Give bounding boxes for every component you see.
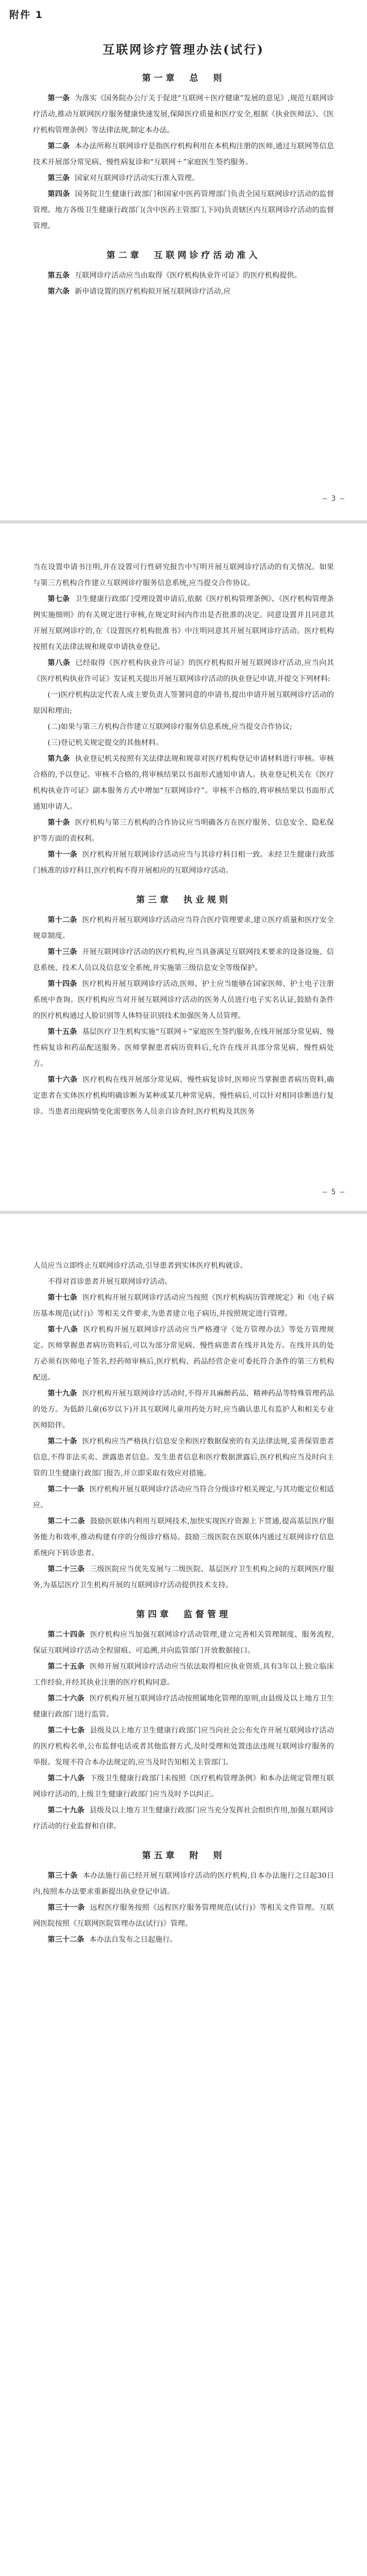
article-text: 基层医疗卫生机构实施“互联网＋”家庭医生签约服务,在线开展部分常见病、慢性病复诊和药品配送服务。医师掌握患者病历资料后,允许在线开具部分常见病、慢性病处方。 [33, 1028, 334, 1068]
article-number: 第三十一条 [47, 1904, 85, 1912]
article-number: 第六条 [47, 287, 70, 296]
article-text: 医疗机构开展互联网诊疗活动,医师、护士应当能够在国家医师、护士电子注册系统中查询。医疗机构应当对开展互联网诊疗活动的医务人员进行电子实名认证,鼓励有条件的医疗机构通过人脸识别等人体特征识别技术加强医务人员管理。 [33, 980, 334, 1020]
article-number: 第十四条 [47, 980, 77, 988]
article [33, 1434, 334, 1482]
article-number: 第一条 [47, 94, 70, 103]
article [33, 1691, 334, 1723]
article-text: 国家对互联网诊疗活动实行准入管理。 [74, 174, 199, 182]
article [33, 912, 334, 944]
article-text: 县级及以上地方卫生健康行政部门应当向社会公布允许开展互联网诊疗活动的医疗机构名单,公布监督电话或者其他监督方式,及时受理和处置违法违规互联网诊疗服务的举报。发现不符合本办法规定的,应当及时告知相关主管部门。 [33, 1726, 334, 1767]
article-text: 本办法所称互联网诊疗是指医疗机构利用在本机构注册的医师,通过互联网等信息技术开展部分常见病、慢性病复诊和“互联网＋”家庭医生签约服务。 [33, 142, 334, 166]
article-number: 第二十条 [47, 1437, 77, 1446]
article [33, 1659, 334, 1691]
article-text: 医疗机构应当加强互联网诊疗活动管理,建立完善相关管理制度、服务流程,保证互联网诊疗活动全程留痕、可追溯,并向监管部门开放数据接口。 [33, 1631, 334, 1655]
article-number: 第二十四条 [47, 1631, 85, 1639]
article-text: 已经取得《医疗机构执业许可证》的医疗机构拟开展互联网诊疗活动,应当向其《医疗机构执业许可证》发证机关提出开展互联网诊疗活动的执业登记申请,并提交下列材料: [33, 659, 334, 683]
article [33, 1482, 334, 1514]
article-text: 为落实《国务院办公厅关于促进“互联网＋医疗健康”发展的意见》,规范互联网诊疗活动,推动互联网医疗服务健康快速发展,保障医疗质量和医疗安全,根据《执业医师法》、《医疗机构管理条例》等法律法规,制定本办法。 [33, 94, 334, 134]
article-number: 第十七条 [47, 1294, 77, 1302]
article [33, 284, 334, 300]
article-text: 医疗机构开展互联网诊疗活动应当符合医疗管理要求,建立医疗质量和医疗安全规章制度。 [33, 916, 334, 940]
article [33, 815, 334, 847]
article-number: 第四条 [47, 190, 70, 198]
document-title: 互联网诊疗管理办法(试行) [103, 43, 264, 57]
article-number: 第二十三条 [47, 1565, 85, 1573]
article-number: 第十二条 [47, 916, 77, 924]
page-number: — 3 — [322, 495, 344, 503]
article [33, 1562, 334, 1594]
article-text: 医疗机构应当严格执行信息安全和医疗数据保密的有关法律法规,妥善保管患者信息,不得非法买卖、泄露患者信息。发生患者信息和医疗数据泄露后,医疗机构应当及时向主管的卫生健康行政部门报告,并立即采取有效应对措施。 [33, 1437, 334, 1478]
article-number: 第十条 [47, 819, 70, 827]
article-number: 第二十八条 [47, 1774, 85, 1783]
article [33, 1627, 334, 1659]
chapter-heading: 第四章 监督管理 [136, 1609, 231, 1620]
attachment-label: 附件 1 [9, 9, 43, 21]
article [33, 1290, 334, 1322]
article [33, 751, 334, 815]
article [33, 655, 334, 687]
paragraph-continuation: 人员应当立即终止互联网诊疗活动,引导患者到实体医疗机构就诊。 [33, 1262, 247, 1270]
article-number: 第二十五条 [47, 1663, 85, 1671]
list-item: (二)如果与第三方机构合作建立互联网诊疗服务信息系统,应当提交合作协议; [47, 723, 292, 731]
article-text: 新申请设置的医疗机构拟开展互联网诊疗活动,应 [74, 287, 231, 296]
paragraph-continuation: 当在设置申请书注明,并在设置可行性研究报告中写明开展互联网诊疗活动的有关情况。如果与第三方机构合作建立互联网诊疗服务信息系统,应当提交合作协议。 [33, 563, 334, 587]
article [33, 1514, 334, 1562]
article-number: 第二十七条 [47, 1726, 85, 1735]
article-number: 第二条 [47, 142, 70, 150]
article [33, 944, 334, 976]
page-number: — 5 — [322, 1188, 344, 1196]
article-number: 第十九条 [47, 1389, 77, 1398]
article-text: 医疗机构开展互联网诊疗活动应当严格遵守《处方管理办法》等处方管理规定。医师掌握患者病历资料后,可以为部分常见病、慢性病患者在线开具处方。在线开具的处方必须有医师电子签名,经药师审核后,医疗机构、药品经营企业可委托符合条件的第三方机构配送。 [33, 1326, 334, 1382]
article [33, 1072, 334, 1120]
paragraph: 不得对首诊患者开展互联网诊疗活动。 [47, 1278, 172, 1286]
chapter-heading: 第五章 附 则 [142, 1851, 225, 1861]
article [33, 1868, 334, 1900]
article-text: 医疗机构开展互联网诊疗活动应当符合分级诊疗相关规定,与其功能定位相适应。 [33, 1485, 334, 1510]
list-item: (三)登记机关规定提交的其他材料。 [47, 739, 163, 747]
article-number: 第二十九条 [47, 1806, 85, 1815]
article-number: 第十五条 [47, 1028, 77, 1036]
article [33, 1932, 334, 1948]
article [33, 1900, 334, 1932]
article [33, 139, 334, 171]
article-text: 卫生健康行政部门受理设置申请后,依据《医疗机构管理条例》、《医疗机构管理条例实施细则》的有关规定进行审核,在规定时间内作出是否批准的决定。同意设置并且同意其开展互联网诊疗的,在《设置医疗机构批准书》中注明同意其开展互联网诊疗活动。医疗机构按照有关法律法规和规章申请执业登记。 [33, 595, 334, 651]
article-text: 国务院卫生健康行政部门和国家中医药管理部门负责全国互联网诊疗活动的监督管理。地方各级卫生健康行政部门(含中医药主管部门,下同)负责辖区内互联网诊疗活动的监督管理。 [33, 190, 334, 230]
article-number: 第八条 [47, 659, 71, 667]
article-text: 三级医院应当优先发展与二级医院、基层医疗卫生机构之间的互联网医疗服务,为基层医疗卫生机构开展的互联网诊疗活动提供技术支持。 [33, 1565, 334, 1589]
article-text: 鼓励医联体内利用互联网技术,加快实现医疗资源上下贯通,提高基层医疗服务能力和效率,推动构建有序的分级诊疗格局。鼓励三级医院在医联体内通过互联网诊疗信息系统向下转诊患者。 [33, 1517, 334, 1557]
article-number: 第十六条 [47, 1076, 78, 1084]
article-text: 医疗机构在线开展部分常见病、慢性病复诊时,医师应当掌握患者病历资料,确定患者在实体医疗机构明确诊断为某种或某几种常见病、慢性病后,可以针对相同诊断进行复诊。当患者出现病情变化需要医务人员亲自诊查时,医疗机构及其医务 [33, 1076, 334, 1116]
article-text: 下级卫生健康行政部门未按照《医疗机构管理条例》和本办法规定管理互联网诊疗活动的,上级卫生健康行政部门应当及时予以纠正。 [33, 1774, 334, 1799]
article-text: 执业登记机关按照有关法律法规和规章对医疗机构登记申请材料进行审核。审核合格的,予以登记。审核不合格的,将审核结果以书面形式通知申请人。执业登记机关在《医疗机构执业许可证》副本服务方式中增加“互联网诊疗”。审核不合格的,将审核结果以书面形式通知申请人。 [33, 755, 334, 811]
article-text: 本办法自发布之日起施行。 [89, 1936, 177, 1944]
article-number: 第十三条 [47, 948, 77, 956]
article-number: 第九条 [47, 755, 70, 763]
article-number: 第三十条 [47, 1872, 78, 1880]
article [33, 976, 334, 1024]
article-number: 第三十二条 [47, 1936, 85, 1944]
article [33, 1771, 334, 1803]
article [33, 1386, 334, 1434]
article-text: 远程医疗服务按照《远程医疗服务管理规范(试行)》等相关文件管理。互联网医院按照《互联网医院管理办法(试行)》管理。 [33, 1904, 334, 1928]
article-text: 医师开展互联网诊疗活动应当依法取得相应执业资质,具有3年以上独立临床工作经验,并经其执业注册的医疗机构同意。 [33, 1663, 334, 1687]
article-number: 第十八条 [47, 1326, 78, 1334]
article-text: 医疗机构与第三方机构的合作协议应当明确各方在医疗服务、信息安全、隐私保护等方面的责权利。 [33, 819, 334, 843]
article [33, 1322, 334, 1386]
document-page-3 [0, 1214, 367, 2576]
article-text: 医疗机构开展互联网诊疗活动按照属地化管理的原则,由县级及以上地方卫生健康行政部门进行监管。 [33, 1694, 334, 1719]
article-number: 第二十一条 [47, 1485, 85, 1494]
article [33, 591, 334, 655]
document-page-2 [0, 523, 367, 1211]
page-2-body [0, 523, 367, 1120]
article-number: 第三条 [47, 174, 70, 182]
article-number: 第二十二条 [47, 1517, 85, 1526]
article-text: 医疗机构开展互联网诊疗活动应当按照《医疗机构病历管理规定》和《电子病历基本规范(试行)》等相关文件要求,为患者建立电子病历,并按照规定进行管理。 [33, 1294, 334, 1318]
article [33, 268, 334, 284]
article [33, 1803, 334, 1835]
chapter-heading: 第一章 总 则 [142, 73, 225, 83]
article-text: 医疗机构开展互联网诊疗活动时,不得开具麻醉药品、精神药品等特殊管理药品的处方。为低龄儿童(6岁以下)开具互联网儿童用药处方时,应当确认患儿有监护人和相关专业医师陪伴。 [33, 1389, 334, 1430]
article [33, 171, 334, 187]
article-text: 县级及以上地方卫生健康行政部门应当充分发挥社会组织作用,加强互联网诊疗活动的行业监督和自律。 [33, 1806, 334, 1831]
article-number: 第七条 [47, 595, 70, 603]
article [33, 1723, 334, 1771]
article-text: 医疗机构开展互联网诊疗活动应当与其诊疗科目相一致。未经卫生健康行政部门核准的诊疗科目,医疗机构不得开展相应的互联网诊疗活动。 [33, 851, 334, 875]
article [33, 847, 334, 879]
article [33, 187, 334, 234]
article-text: 本办法施行前已经开展互联网诊疗活动的医疗机构,自本办法施行之日起30日内,按照本办法要求重新提出执业登记申请。 [33, 1872, 334, 1896]
article-number: 第五条 [47, 272, 70, 280]
article [33, 91, 334, 139]
article-number: 第十一条 [47, 851, 77, 859]
article-number: 第二十六条 [47, 1694, 85, 1703]
chapter-heading: 第二章 互联网诊疗活动准入 [106, 250, 261, 261]
chapter-heading: 第三章 执业规则 [136, 895, 231, 905]
article-text: 互联网诊疗活动应当由取得《医疗机构执业许可证》的医疗机构提供。 [74, 272, 302, 280]
article [33, 1024, 334, 1072]
list-item: (一)医疗机构法定代表人或主要负责人签署同意的申请书,提出申请开展互联网诊疗活动的原因和理由; [33, 691, 334, 715]
document-page-1 [0, 0, 367, 520]
page-3-body [0, 1214, 367, 1948]
page-1-body [0, 71, 367, 300]
article-text: 开展互联网诊疗活动的医疗机构,应当具备满足互联网技术要求的设备设施、信息系统、技术人员以及信息安全系统,并实施第三级信息安全等级保护。 [33, 948, 334, 972]
